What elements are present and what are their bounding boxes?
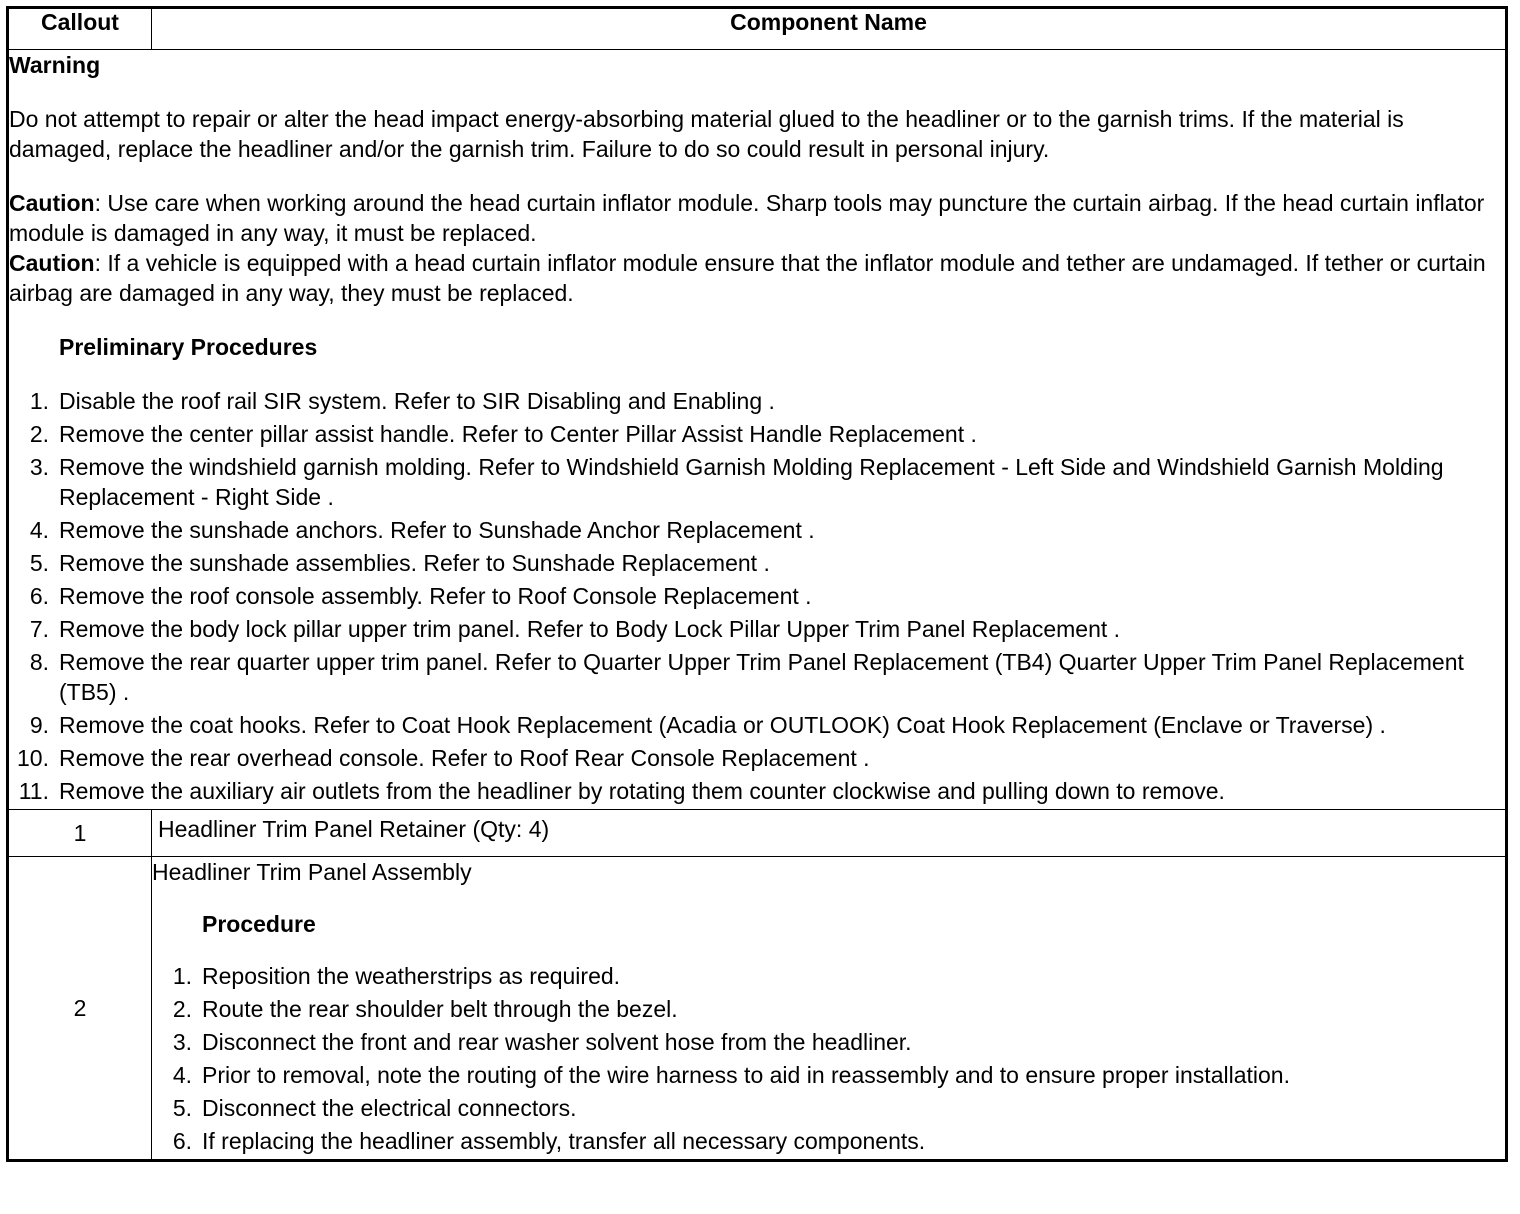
step-number: 3. xyxy=(172,1029,192,1055)
caution-1-text: : Use care when working around the head curtain inflator module. Sharp tools may puncture the curtain airbag. If the head curtain inflator module is damaged in any way, it must be replaced. xyxy=(9,190,1485,246)
step-number: 11. xyxy=(18,778,49,804)
list-item xyxy=(9,452,1505,512)
step-number: 5. xyxy=(29,550,49,576)
step-text: Remove the auxiliary air outlets from the headliner by rotating them counter clockwise and pulling down to remove. xyxy=(59,778,1225,804)
list-item xyxy=(9,581,1505,611)
list-item xyxy=(152,1093,1505,1123)
step-text: Remove the center pillar assist handle. Refer to Center Pillar Assist Handle Replacement . xyxy=(59,421,977,447)
procedure-title: Procedure xyxy=(202,911,316,937)
step-number: 7. xyxy=(29,616,49,642)
list-item xyxy=(152,961,1505,991)
step-number: 3. xyxy=(29,454,49,480)
step-number: 1. xyxy=(172,963,192,989)
intro-cell xyxy=(8,50,1507,810)
step-number: 10. xyxy=(17,745,49,771)
component-name-cell: Headliner Trim Panel Retainer (Qty: 4) xyxy=(152,810,1507,857)
caution-label: Caution xyxy=(9,250,95,276)
list-item xyxy=(9,419,1505,449)
step-number: 1. xyxy=(29,388,49,414)
preliminary-procedures-title: Preliminary Procedures xyxy=(59,334,318,360)
callout-cell: 2 xyxy=(8,857,152,1161)
step-text: Remove the sunshade assemblies. Refer to Sunshade Replacement . xyxy=(59,550,770,576)
step-text: If replacing the headliner assembly, transfer all necessary components. xyxy=(202,1128,926,1154)
warning-title: Warning xyxy=(9,52,101,78)
intro-row xyxy=(8,50,1507,810)
list-item xyxy=(9,515,1505,545)
list-item xyxy=(152,1126,1505,1156)
list-item xyxy=(9,776,1505,806)
step-number: 8. xyxy=(29,649,49,675)
procedure-steps-list xyxy=(152,961,1505,1156)
step-number: 4. xyxy=(172,1062,192,1088)
callout-cell: 1 xyxy=(8,810,152,857)
component-name-cell xyxy=(152,857,1507,1161)
caution-2-text: : If a vehicle is equipped with a head curtain inflator module ensure that the inflator module and tether are undamaged. If tether or curtain airbag are damaged in any way, they must be replaced. xyxy=(9,250,1486,306)
step-text: Remove the sunshade anchors. Refer to Sunshade Anchor Replacement . xyxy=(59,517,815,543)
step-text: Remove the rear overhead console. Refer to Roof Rear Console Replacement . xyxy=(59,745,870,771)
caution-label: Caution xyxy=(9,190,95,216)
callout-header: Callout xyxy=(8,8,152,50)
preliminary-steps-list xyxy=(9,386,1505,806)
list-item xyxy=(9,710,1505,740)
list-item xyxy=(152,1027,1505,1057)
list-item xyxy=(9,743,1505,773)
warning-text: Do not attempt to repair or alter the head impact energy-absorbing material glued to the headliner or to the garnish trims. If the material is damaged, replace the headliner and/or the garnish trim. Failure to do so could result in personal injury. xyxy=(9,106,1404,162)
table-row xyxy=(8,810,1507,857)
list-item xyxy=(152,1060,1505,1090)
table-row xyxy=(8,857,1507,1161)
step-text: Remove the body lock pillar upper trim panel. Refer to Body Lock Pillar Upper Trim Panel Replacement . xyxy=(59,616,1121,642)
step-number: 9. xyxy=(29,712,49,738)
header-row xyxy=(8,8,1507,50)
step-text: Disconnect the electrical connectors. xyxy=(202,1095,577,1121)
step-text: Route the rear shoulder belt through the bezel. xyxy=(202,996,678,1022)
step-text: Remove the rear quarter upper trim panel. Refer to Quarter Upper Trim Panel Replacement (TB4) Quarter Upper Trim Panel Replacement (TB5) . xyxy=(59,649,1464,705)
step-number: 2. xyxy=(29,421,49,447)
list-item xyxy=(9,386,1505,416)
step-number: 6. xyxy=(29,583,49,609)
component-name-header: Component Name xyxy=(152,8,1507,50)
step-text: Reposition the weatherstrips as required. xyxy=(202,963,621,989)
list-item xyxy=(9,647,1505,707)
step-number: 6. xyxy=(172,1128,192,1154)
list-item xyxy=(9,614,1505,644)
step-text: Remove the windshield garnish molding. Refer to Windshield Garnish Molding Replacement - Left Side and Windshield Garnish Molding Replacement - Right Side . xyxy=(59,454,1444,510)
step-text: Remove the coat hooks. Refer to Coat Hook Replacement (Acadia or OUTLOOK) Coat Hook Replacement (Enclave or Traverse) . xyxy=(59,712,1386,738)
step-number: 2. xyxy=(172,996,192,1022)
step-text: Remove the roof console assembly. Refer to Roof Console Replacement . xyxy=(59,583,812,609)
step-text: Disconnect the front and rear washer solvent hose from the headliner. xyxy=(202,1029,912,1055)
step-text: Disable the roof rail SIR system. Refer to SIR Disabling and Enabling . xyxy=(59,388,775,414)
component-name: Headliner Trim Panel Assembly xyxy=(152,859,472,885)
step-number: 4. xyxy=(29,517,49,543)
caution-1 xyxy=(9,188,1505,248)
component-table xyxy=(6,6,1508,1162)
list-item xyxy=(152,994,1505,1024)
step-number: 5. xyxy=(172,1095,192,1121)
caution-2 xyxy=(9,248,1505,308)
list-item xyxy=(9,548,1505,578)
step-text: Prior to removal, note the routing of the wire harness to aid in reassembly and to ensure proper installation. xyxy=(202,1062,1290,1088)
